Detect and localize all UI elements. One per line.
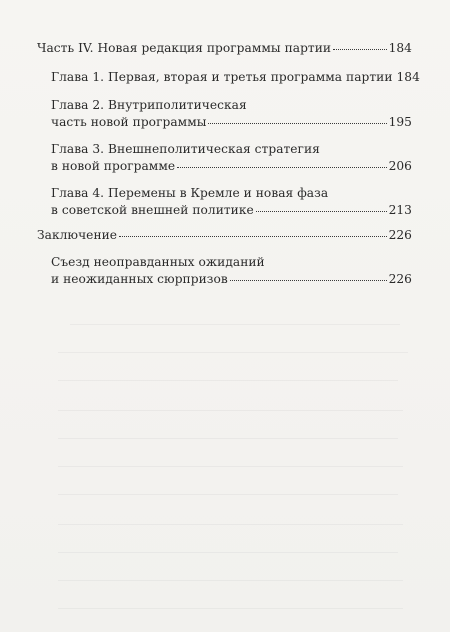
bleed-through-line bbox=[58, 352, 408, 353]
toc-page-number: 206 bbox=[388, 159, 412, 173]
dot-leader bbox=[119, 235, 387, 237]
toc-page-number: 184 bbox=[396, 70, 420, 84]
toc-entry-title: Часть IV. Новая редакция программы партии bbox=[37, 41, 332, 55]
toc-page-number: 213 bbox=[388, 203, 412, 217]
toc-entry-title-line-2: в советской внешней политике bbox=[51, 203, 254, 217]
dot-leader bbox=[208, 122, 386, 124]
toc-entry-chapter-4 bbox=[51, 185, 412, 219]
bleed-through-line bbox=[70, 324, 400, 325]
toc-page-number: 226 bbox=[388, 228, 412, 242]
bleed-through-line bbox=[58, 524, 403, 525]
bleed-through-line bbox=[58, 466, 403, 467]
toc-entry-title: Заключение bbox=[37, 228, 118, 242]
toc-entry-title-line-1: Глава 3. Внешнеполитическая стратегия bbox=[51, 142, 320, 156]
toc-entry-title-line-1: Съезд неоправданных ожиданий bbox=[51, 255, 265, 269]
toc-entry-title-line-1: Глава 2. Внутриполитическая bbox=[51, 98, 247, 112]
bleed-through-line bbox=[58, 580, 403, 581]
toc-entry-title-line-2: часть новой программы bbox=[51, 115, 207, 129]
toc-entry-title-line-1: Глава 4. Перемены в Кремле и новая фаза bbox=[51, 186, 329, 200]
toc-entry-congress bbox=[51, 254, 412, 288]
toc-entry-conclusion bbox=[37, 227, 412, 244]
toc-page-number: 226 bbox=[388, 272, 412, 286]
toc-entry-part-iv bbox=[37, 40, 412, 57]
toc-entry-title-line-2: и неожиданных сюрпризов bbox=[51, 272, 228, 286]
bleed-through-line bbox=[58, 438, 398, 439]
toc-entry-chapter-3 bbox=[51, 141, 412, 175]
dot-leader bbox=[230, 279, 387, 281]
dot-leader bbox=[333, 48, 387, 50]
dot-leader bbox=[256, 210, 387, 212]
bleed-through-line bbox=[58, 608, 403, 609]
toc-entry-chapter-1 bbox=[51, 69, 420, 86]
toc-entry-title-line-2: в новой программе bbox=[51, 159, 176, 173]
toc-page-number: 184 bbox=[388, 41, 412, 55]
bleed-through-line bbox=[58, 494, 398, 495]
bleed-through-line bbox=[58, 380, 398, 381]
toc-entry-title: Глава 1. Первая, вторая и третья программа партии bbox=[51, 70, 393, 84]
toc-page-number: 195 bbox=[388, 115, 412, 129]
toc-entry-chapter-2 bbox=[51, 97, 412, 131]
bleed-through-line bbox=[58, 552, 398, 553]
dot-leader bbox=[177, 166, 386, 168]
bleed-through-line bbox=[58, 410, 403, 411]
